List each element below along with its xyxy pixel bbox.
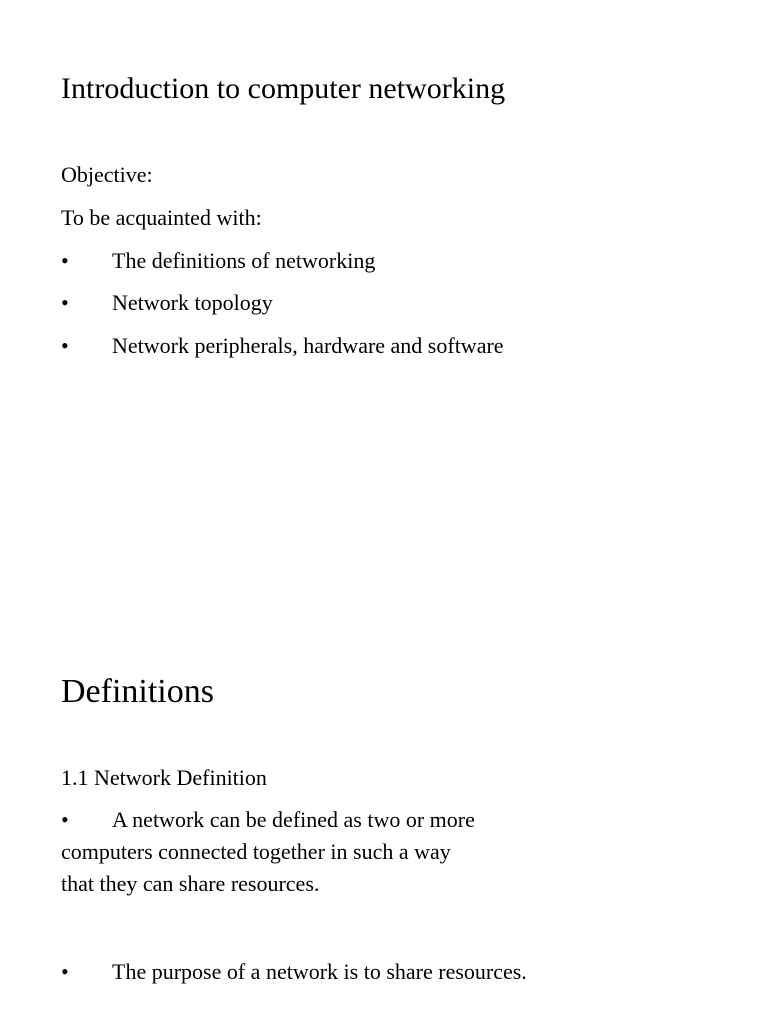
bullet-icon: • xyxy=(61,807,69,832)
list-item-text: The definitions of networking xyxy=(112,248,376,273)
paragraph-line: A network can be defined as two or more xyxy=(112,807,475,832)
section-title: Definitions xyxy=(61,673,214,710)
bullet-icon: • xyxy=(61,959,69,984)
intro-text: To be acquainted with: xyxy=(61,205,262,230)
objective-label: Objective: xyxy=(61,162,153,187)
paragraph xyxy=(61,804,541,900)
bullet-icon: • xyxy=(61,333,69,358)
list-item-text: The purpose of a network is to share resources. xyxy=(112,959,527,984)
list-item xyxy=(61,958,527,986)
bullet-icon: • xyxy=(61,248,69,273)
subheading: 1.1 Network Definition xyxy=(61,765,267,790)
paragraph-line: computers connected together in such a way xyxy=(61,839,451,864)
list-item-text: Network peripherals, hardware and software xyxy=(112,333,504,358)
page-title: Introduction to computer networking xyxy=(61,72,506,105)
bullet-icon: • xyxy=(61,290,69,315)
list-item xyxy=(61,247,375,275)
paragraph-line: that they can share resources. xyxy=(61,871,320,896)
list-item xyxy=(61,289,273,317)
list-item xyxy=(61,332,504,360)
list-item-text: Network topology xyxy=(112,290,273,315)
